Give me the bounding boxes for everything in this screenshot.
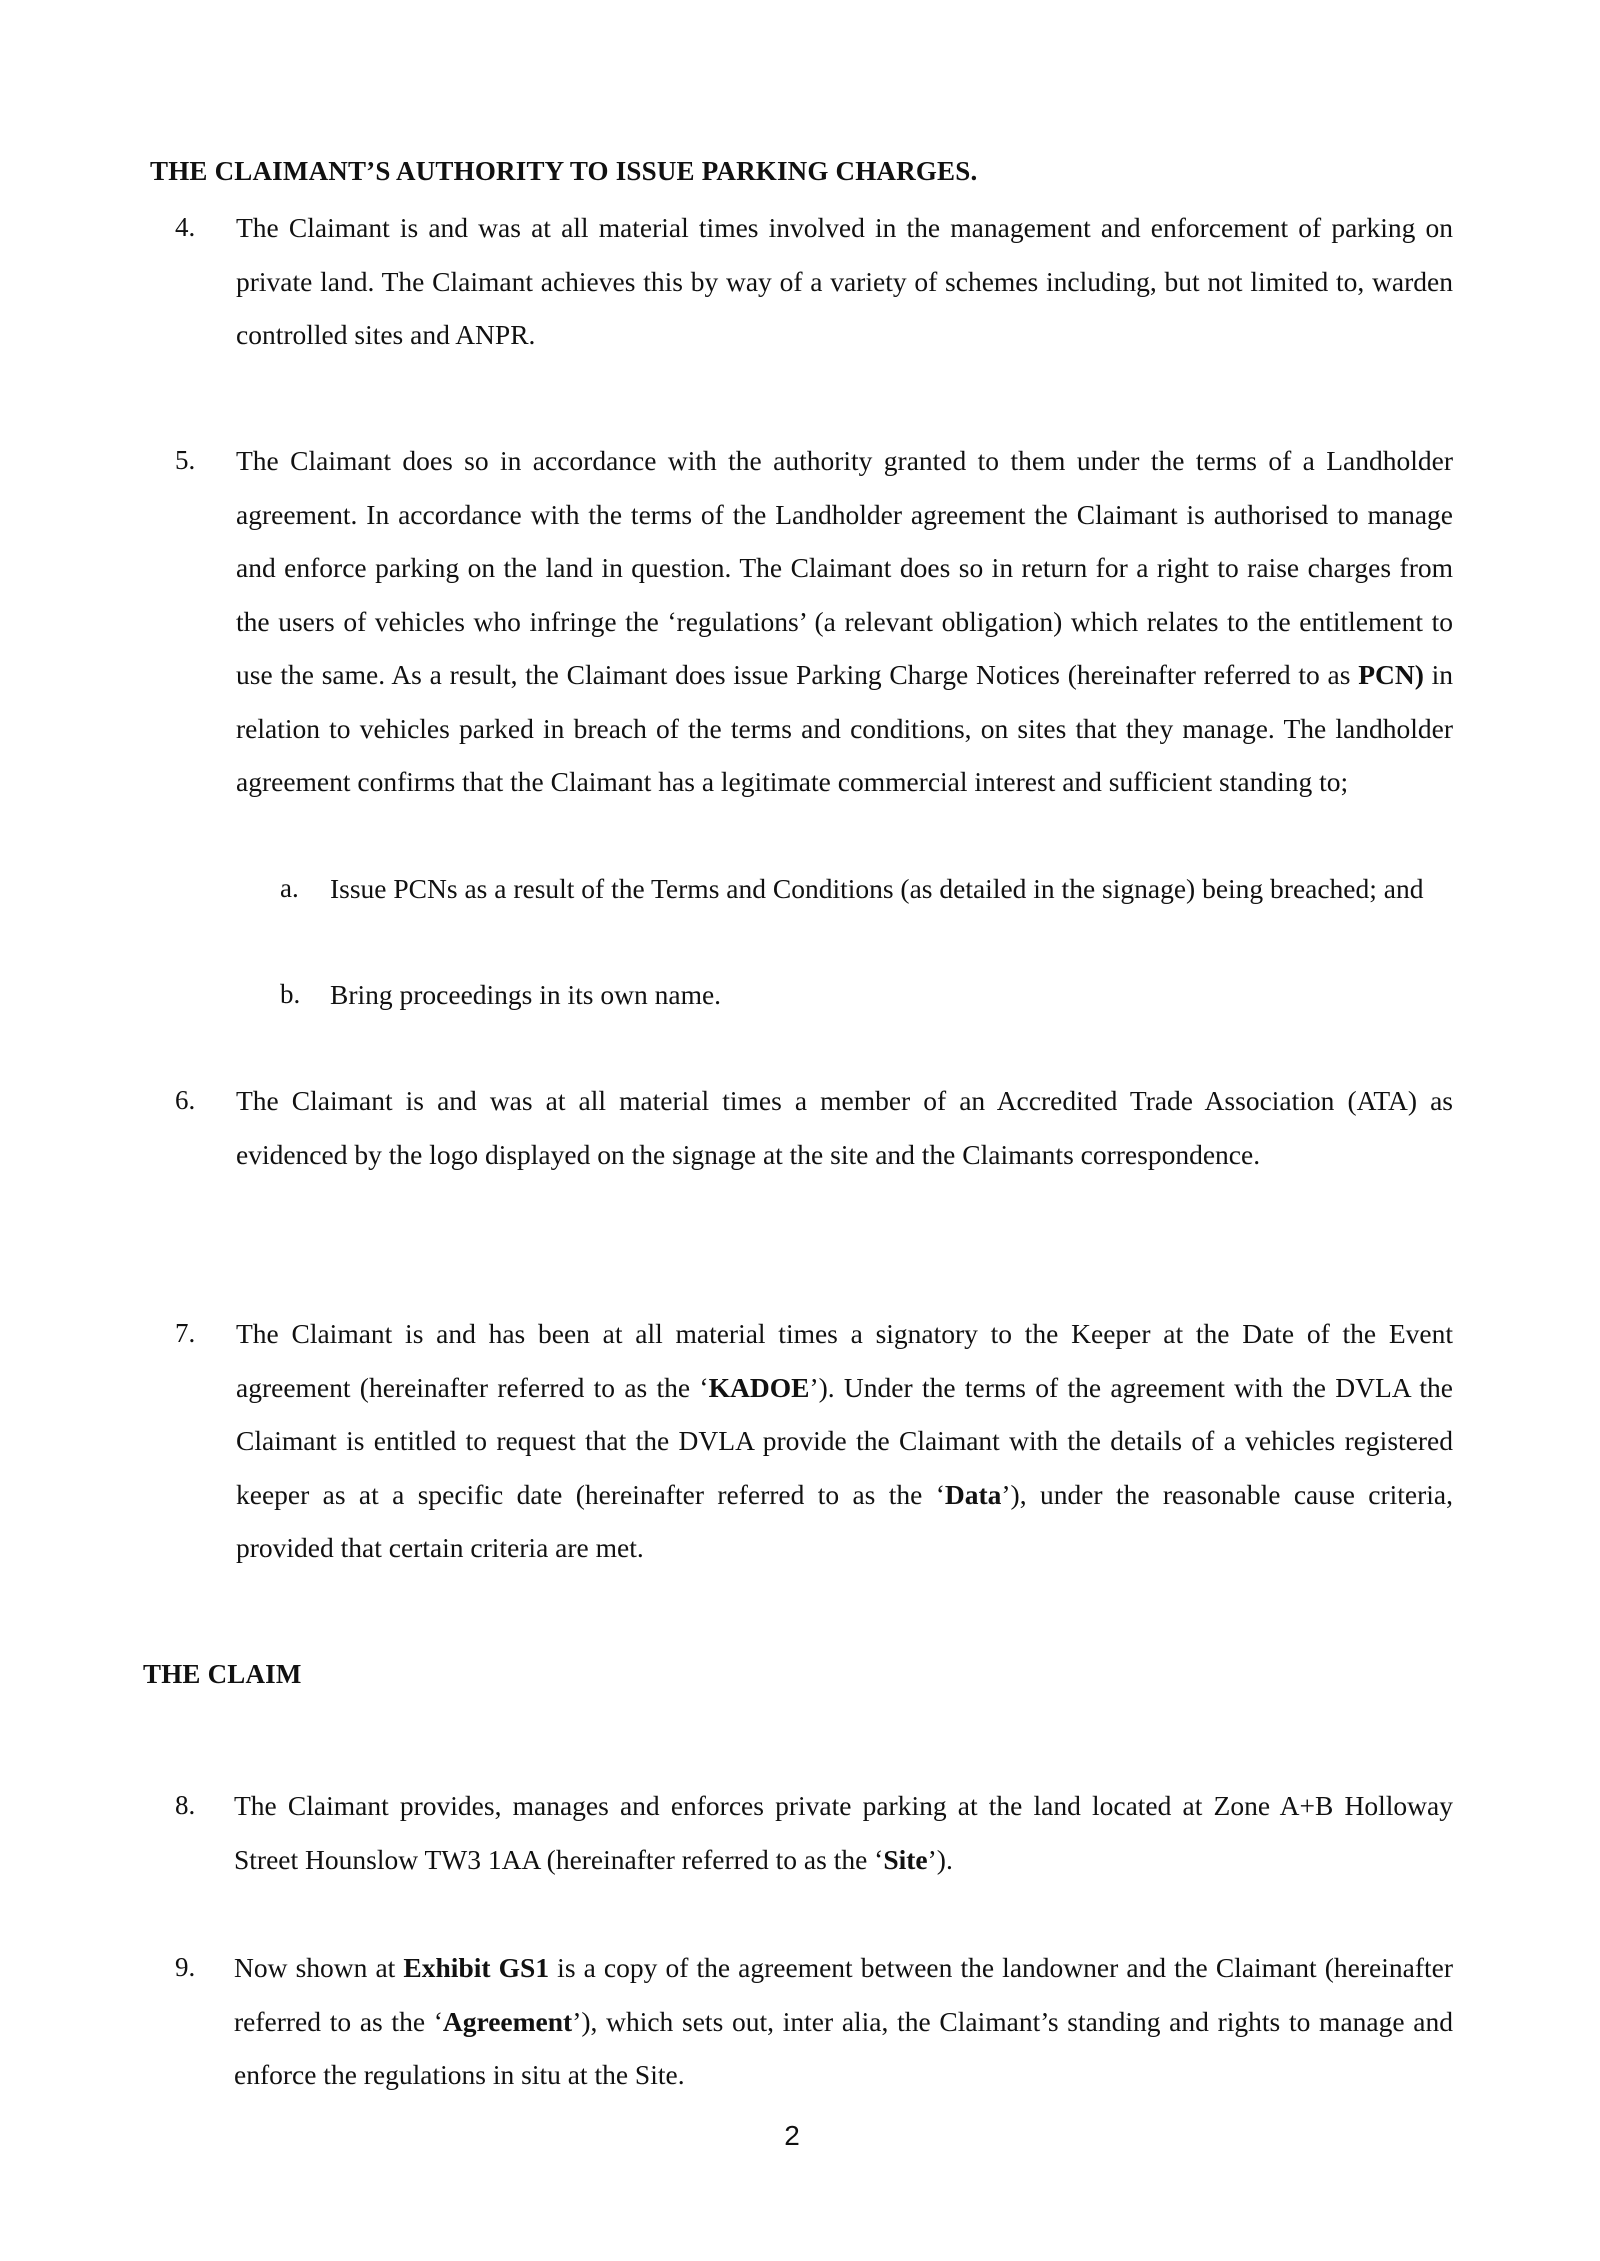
paragraph-text xyxy=(236,434,1453,809)
bold-term-site: Site xyxy=(883,1843,928,1875)
text-run: ’). Under the terms of the agreement with the DVLA the Claimant is entitled to request that the DVLA provide the Claimant with the details of a vehicles registered keeper as at a specific date (hereinafter referred to as the ‘ xyxy=(236,1371,1453,1510)
text-run: Now shown at xyxy=(234,1952,404,1983)
paragraph-number: 8. xyxy=(175,1790,196,1820)
section-heading-claim: THE CLAIM xyxy=(143,1659,302,1689)
text-run: in relation to vehicles parked in breach of the terms and conditions, on sites that they manage. The landholder agreement confirms that the Claimant has a legitimate commercial interest and sufficient standing to; xyxy=(236,659,1454,797)
sub-item-text: Bring proceedings in its own name. xyxy=(330,979,722,1010)
paragraph-4 xyxy=(175,201,1453,362)
text-run: is a copy of the agreement between the landowner and the Claimant (hereinafter referred to as the ‘ xyxy=(234,1952,1453,2037)
text-run: The Claimant does so in accordance with the authority granted to them under the terms of a Landholder agreement. In accordance with the terms of the Landholder agreement the Claimant is authorised to manage and enforce parking on the land in question. The Claimant does so in return for a right to raise charges from the users of vehicles who infringe the ‘regulations’ (a relevant obligation) which relates to the entitlement to use the same. As a result, the Claimant does issue Parking Charge Notices (hereinafter referred to as xyxy=(236,445,1453,690)
paragraph-text xyxy=(234,1941,1453,2102)
sub-item-a xyxy=(280,862,1453,916)
sub-item-text: Issue PCNs as a result of the Terms and Conditions (as detailed in the signage) being breached; and xyxy=(330,873,1424,904)
paragraph-number: 9. xyxy=(175,1952,196,1982)
sub-item-letter: b. xyxy=(280,979,301,1009)
section-heading-authority: THE CLAIMANT’S AUTHORITY TO ISSUE PARKING CHARGES. xyxy=(150,156,978,186)
paragraph-6 xyxy=(175,1074,1453,1181)
sub-item-letter: a. xyxy=(280,873,299,903)
paragraph-text xyxy=(236,1307,1453,1575)
sub-item-b xyxy=(280,968,1453,1022)
text-run: The Claimant is and has been at all material times a signatory to the Keeper at the Date of the Event agreement (hereinafter referred to as the ‘ xyxy=(236,1318,1453,1403)
text-run: ’), under the reasonable cause criteria, provided that certain criteria are met. xyxy=(236,1478,1453,1563)
paragraph-text: The Claimant is and was at all material times involved in the management and enforcement of parking on private land. The Claimant achieves this by way of a variety of schemes including, but not limited to, warden controlled sites and ANPR. xyxy=(236,212,1453,350)
paragraph-5 xyxy=(175,434,1453,809)
paragraph-number: 4. xyxy=(175,212,196,242)
bold-term-agreement: Agreement xyxy=(442,2005,573,2037)
paragraph-number: 7. xyxy=(175,1318,196,1348)
paragraph-8 xyxy=(175,1779,1453,1886)
bold-term-data: Data xyxy=(944,1478,1002,1510)
bold-term-pcn: PCN) xyxy=(1358,659,1424,690)
paragraph-9 xyxy=(175,1941,1453,2102)
paragraph-number: 6. xyxy=(175,1085,196,1115)
text-run: ’). xyxy=(927,1843,953,1875)
paragraph-number: 5. xyxy=(175,445,196,475)
text-run: ’), which sets out, inter alia, the Claimant’s standing and rights to manage and enforce the regulations in situ at the Site. xyxy=(234,2005,1453,2090)
paragraph-text: The Claimant is and was at all material times a member of an Accredited Trade Association (ATA) as evidenced by the logo displayed on the signage at the site and the Claimants correspondence. xyxy=(236,1085,1453,1170)
text-run: The Claimant provides, manages and enforces private parking at the land located at Zone A+B Holloway Street Hounslow TW3 1AA (hereinafter referred to as the ‘ xyxy=(234,1790,1453,1875)
bold-term-exhibit: Exhibit GS1 xyxy=(403,1952,550,1983)
page-number: 2 xyxy=(784,2120,800,2151)
paragraph-7 xyxy=(175,1307,1453,1575)
paragraph-text xyxy=(234,1779,1453,1886)
bold-term-kadoe: KADOE xyxy=(708,1371,810,1403)
